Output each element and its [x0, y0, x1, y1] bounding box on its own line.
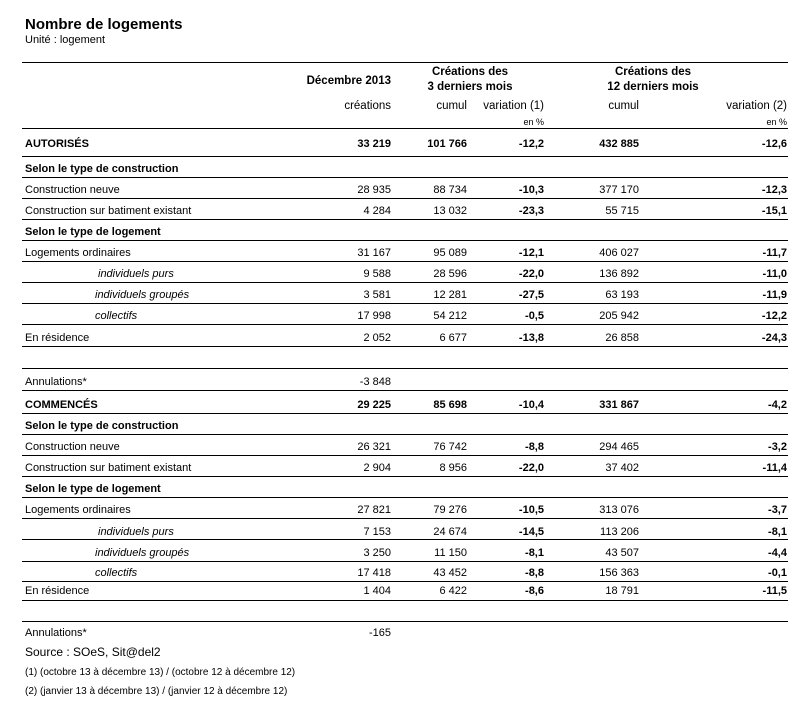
row-value: -22,0	[518, 462, 544, 474]
row-value: -22,0	[518, 268, 544, 280]
row-value: 55 715	[605, 205, 639, 217]
row-rule	[22, 219, 788, 220]
row-value: -15,1	[761, 205, 787, 217]
row-value: -12,2	[518, 138, 544, 150]
row-value: -8,1	[768, 526, 787, 538]
subheader-variation-1: variation (1)	[483, 100, 544, 112]
row-value: 85 698	[433, 399, 467, 411]
row-value: 1 404	[363, 585, 391, 597]
row-label: Selon le type de construction	[25, 420, 179, 432]
footnote-1: (1) (octobre 13 à décembre 13) / (octobre 12 à décembre 12)	[25, 667, 296, 678]
row-value: 377 170	[599, 184, 639, 196]
row-label: collectifs	[95, 310, 138, 322]
row-rule	[22, 455, 788, 456]
row-label: collectifs	[95, 567, 138, 579]
row-value: -12,3	[761, 184, 787, 196]
row-value: 26 858	[605, 332, 639, 344]
row-value: 88 734	[433, 184, 467, 196]
row-value: 11 150	[434, 547, 467, 559]
row-label: COMMENCÉS	[25, 399, 98, 411]
header-decembre-2013: Décembre 2013	[306, 75, 391, 87]
row-value: 27 821	[357, 504, 391, 516]
row-value: -0,1	[768, 567, 787, 579]
row-value: -11,0	[762, 268, 787, 280]
row-value: 8 956	[439, 462, 467, 474]
row-value: -10,5	[518, 504, 544, 516]
row-value: 3 250	[363, 547, 391, 559]
row-label: Selon le type de logement	[25, 226, 161, 238]
row-label: En résidence	[25, 332, 90, 344]
subheader-variation-2: variation (2)	[726, 100, 787, 112]
row-value: 24 674	[433, 526, 467, 538]
row-value: 4 284	[363, 205, 391, 217]
row-value: 17 418	[357, 567, 391, 579]
row-value: -23,3	[518, 205, 544, 217]
row-value: 95 089	[433, 247, 467, 259]
row-value: -11,4	[762, 462, 787, 474]
row-value: -165	[368, 627, 391, 639]
row-rule	[22, 346, 788, 347]
row-value: 28 596	[433, 268, 467, 280]
unit-label: Unité : logement	[25, 34, 106, 46]
row-value: -24,3	[761, 332, 787, 344]
row-label: Annulations*	[25, 627, 87, 639]
row-value: 31 167	[357, 247, 391, 259]
row-value: -11,5	[762, 585, 787, 597]
row-value: -8,8	[525, 441, 544, 453]
subheader-en-pct-2: en %	[766, 117, 787, 127]
row-value: 6 677	[439, 332, 467, 344]
row-value: 406 027	[599, 247, 639, 259]
subheader-creations: créations	[344, 100, 391, 112]
subheader-cumul-3: cumul	[436, 100, 467, 112]
page-title: Nombre de logements	[25, 16, 183, 33]
row-value: -3 848	[359, 376, 391, 388]
row-value: 432 885	[599, 138, 639, 150]
row-rule	[22, 434, 788, 435]
row-label: Construction neuve	[25, 184, 120, 196]
row-label: Logements ordinaires	[25, 504, 131, 516]
row-value: 205 942	[599, 310, 639, 322]
row-value: 76 742	[433, 441, 467, 453]
row-label: AUTORISÉS	[25, 138, 89, 150]
row-value: -14,5	[518, 526, 544, 538]
row-label: individuels groupés	[95, 289, 190, 301]
row-value: -10,4	[518, 399, 544, 411]
table-header-rule	[22, 128, 788, 129]
row-value: -8,1	[525, 547, 544, 559]
row-value: -27,5	[518, 289, 544, 301]
row-value: 331 867	[599, 399, 639, 411]
row-value: 17 998	[357, 310, 391, 322]
row-rule	[22, 497, 788, 498]
row-value: 28 935	[357, 184, 391, 196]
row-label: Selon le type de logement	[25, 483, 161, 495]
row-rule	[22, 581, 788, 582]
row-rule	[22, 303, 788, 304]
row-value: 13 032	[433, 205, 467, 217]
row-rule	[22, 518, 788, 519]
row-value: 294 465	[599, 441, 639, 453]
row-label: Selon le type de construction	[25, 163, 179, 175]
row-rule	[22, 368, 788, 369]
subheader-cumul-12: cumul	[608, 100, 639, 112]
row-rule	[22, 600, 788, 601]
row-label: Logements ordinaires	[25, 247, 131, 259]
row-rule	[22, 198, 788, 199]
row-value: 29 225	[357, 399, 391, 411]
row-label: Construction sur batiment existant	[25, 205, 192, 217]
row-rule	[22, 156, 788, 157]
row-rule	[22, 561, 788, 562]
row-value: 113 206	[600, 526, 639, 538]
row-rule	[22, 476, 788, 477]
row-rule	[22, 240, 788, 241]
row-rule	[22, 621, 788, 622]
row-label: individuels purs	[98, 526, 174, 538]
row-value: 43 507	[605, 547, 639, 559]
row-value: 54 212	[433, 310, 467, 322]
row-value: -11,9	[762, 289, 787, 301]
header-creations-12-mois-line2: 12 derniers mois	[607, 81, 699, 93]
row-rule	[22, 413, 788, 414]
row-value: -8,6	[525, 585, 544, 597]
row-value: 63 193	[605, 289, 639, 301]
row-value: -12,2	[761, 310, 787, 322]
row-value: 101 766	[427, 138, 467, 150]
table-top-rule	[22, 62, 788, 63]
row-value: 2 904	[363, 462, 391, 474]
row-label: individuels purs	[98, 268, 174, 280]
source-note: Source : SOeS, Sit@del2	[25, 645, 161, 659]
row-value: -0,5	[525, 310, 544, 322]
row-value: 313 076	[599, 504, 639, 516]
row-value: 79 276	[433, 504, 467, 516]
row-rule	[22, 177, 788, 178]
row-value: -4,4	[768, 547, 787, 559]
row-label: Construction sur batiment existant	[25, 462, 192, 474]
row-value: -13,8	[518, 332, 544, 344]
row-value: -8,8	[525, 567, 544, 579]
row-label: Construction neuve	[25, 441, 120, 453]
row-value: 12 281	[433, 289, 467, 301]
row-value: -4,2	[768, 399, 787, 411]
row-value: 3 581	[363, 289, 391, 301]
row-value: 43 452	[433, 567, 467, 579]
row-value: 7 153	[363, 526, 391, 538]
row-label: individuels groupés	[95, 547, 190, 559]
row-rule	[22, 390, 788, 391]
header-creations-3-mois: Créations des	[431, 66, 509, 78]
row-value: -3,2	[768, 441, 787, 453]
row-value: 6 422	[439, 585, 467, 597]
row-value: 136 892	[599, 268, 639, 280]
row-value: 18 791	[605, 585, 639, 597]
row-rule	[22, 282, 788, 283]
row-value: 9 588	[363, 268, 391, 280]
row-value: 33 219	[357, 138, 391, 150]
row-value: -12,6	[761, 138, 787, 150]
header-creations-3-mois-line2: 3 derniers mois	[427, 81, 513, 93]
row-value: 2 052	[363, 332, 391, 344]
row-value: -12,1	[518, 247, 544, 259]
row-rule	[22, 324, 788, 325]
row-value: 156 363	[599, 567, 639, 579]
row-value: -10,3	[518, 184, 544, 196]
row-label: En résidence	[25, 585, 90, 597]
row-value: 37 402	[605, 462, 639, 474]
row-value: 26 321	[357, 441, 391, 453]
row-rule	[22, 261, 788, 262]
row-rule	[22, 539, 788, 540]
header-creations-12-mois: Créations des	[614, 66, 692, 78]
footnote-2: (2) (janvier 13 à décembre 13) / (janvier 12 à décembre 12)	[25, 686, 288, 697]
row-label: Annulations*	[25, 376, 87, 388]
subheader-en-pct-1: en %	[523, 117, 544, 127]
row-value: -3,7	[768, 504, 787, 516]
row-value: -11,7	[762, 247, 787, 259]
